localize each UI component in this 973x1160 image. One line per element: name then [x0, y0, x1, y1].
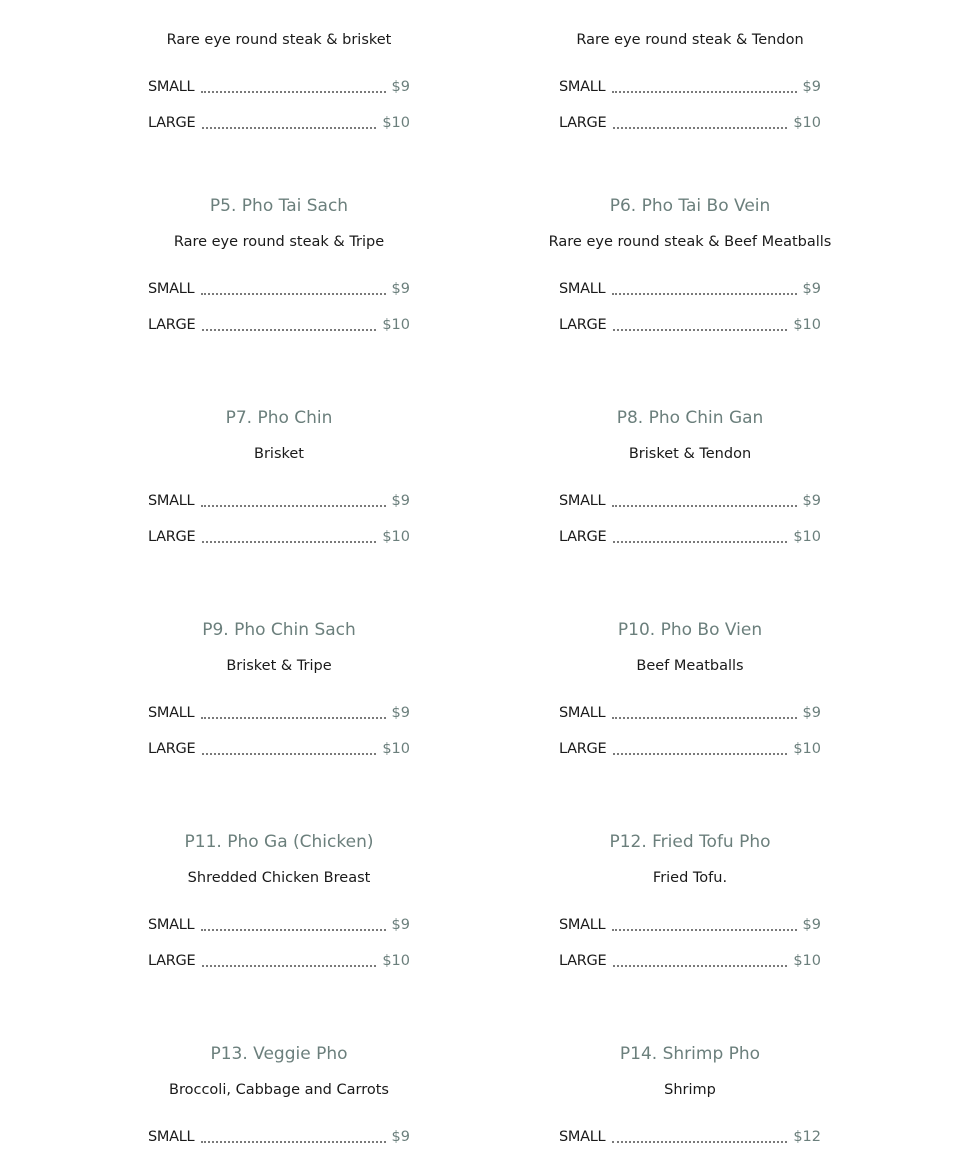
size-label-small: SMALL [559, 493, 606, 509]
item-description: Rare eye round steak & Tripe [173, 234, 385, 250]
size-label-small: SMALL [559, 705, 606, 721]
item-description: Rare eye round steak & Tendon [576, 32, 804, 48]
item-title: P13. Veggie Pho [210, 1044, 348, 1064]
item-title: P9. Pho Chin Sach [202, 620, 356, 640]
dot-leader [201, 91, 385, 93]
price-row-large [148, 739, 410, 759]
size-label-large: LARGE [148, 115, 196, 131]
item-description: Shredded Chicken Breast [187, 870, 371, 886]
price-row-small [148, 77, 410, 97]
dot-leader [613, 753, 787, 755]
price-large: $10 [382, 529, 410, 545]
dot-leader [612, 929, 796, 931]
price-small: $9 [802, 493, 821, 509]
dot-leader [202, 329, 376, 331]
price-row-small [559, 279, 821, 299]
price-small: $12 [793, 1129, 821, 1145]
size-label-large: LARGE [559, 741, 607, 757]
item-description: Broccoli, Cabbage and Carrots [169, 1082, 389, 1098]
price-row-small [148, 703, 410, 723]
price-large: $10 [793, 317, 821, 333]
price-row-large [559, 315, 821, 335]
dot-leader [612, 91, 796, 93]
dot-leader [613, 127, 787, 129]
size-label-large: LARGE [559, 953, 607, 969]
size-label-small: SMALL [559, 1129, 606, 1145]
dot-leader [612, 1141, 787, 1143]
item-title: P10. Pho Bo Vien [617, 620, 763, 640]
dot-leader [612, 505, 796, 507]
item-title: P8. Pho Chin Gan [616, 408, 764, 428]
dot-leader [202, 965, 376, 967]
dot-leader [201, 293, 385, 295]
price-small: $9 [391, 705, 410, 721]
item-description: Shrimp [664, 1082, 716, 1098]
price-large: $10 [793, 115, 821, 131]
price-row-large [148, 527, 410, 547]
price-row-small [559, 77, 821, 97]
price-row-large [148, 113, 410, 133]
item-title: P5. Pho Tai Sach [209, 196, 349, 216]
size-label-small: SMALL [148, 1129, 195, 1145]
price-row-small [148, 915, 410, 935]
item-description: Beef Meatballs [636, 658, 744, 674]
item-title: P11. Pho Ga (Chicken) [184, 832, 374, 852]
size-label-large: LARGE [559, 115, 607, 131]
dot-leader [613, 329, 787, 331]
price-small: $9 [391, 1129, 410, 1145]
size-label-small: SMALL [148, 79, 195, 95]
item-description: Rare eye round steak & brisket [166, 32, 392, 48]
price-small: $9 [391, 79, 410, 95]
item-description: Brisket & Tendon [628, 446, 752, 462]
price-small: $9 [391, 281, 410, 297]
size-label-large: LARGE [148, 953, 196, 969]
item-description: Rare eye round steak & Beef Meatballs [548, 234, 832, 250]
size-label-large: LARGE [559, 317, 607, 333]
size-label-small: SMALL [148, 705, 195, 721]
price-large: $10 [793, 741, 821, 757]
price-row-small [148, 491, 410, 511]
size-label-large: LARGE [148, 741, 196, 757]
item-description: Fried Tofu. [652, 870, 728, 886]
price-small: $9 [802, 281, 821, 297]
item-title: P6. Pho Tai Bo Vein [609, 196, 771, 216]
price-row-large [559, 527, 821, 547]
price-small: $9 [391, 493, 410, 509]
dot-leader [612, 293, 796, 295]
price-large: $10 [382, 115, 410, 131]
size-label-large: LARGE [148, 529, 196, 545]
size-label-small: SMALL [559, 917, 606, 933]
price-row-small [559, 1127, 821, 1147]
price-large: $10 [382, 953, 410, 969]
size-label-small: SMALL [559, 281, 606, 297]
size-label-large: LARGE [148, 317, 196, 333]
dot-leader [201, 929, 385, 931]
price-row-small [559, 703, 821, 723]
dot-leader [613, 965, 787, 967]
price-row-small [559, 915, 821, 935]
item-title: P7. Pho Chin [225, 408, 333, 428]
price-small: $9 [802, 79, 821, 95]
price-row-large [148, 951, 410, 971]
price-small: $9 [391, 917, 410, 933]
dot-leader [613, 541, 787, 543]
price-small: $9 [802, 705, 821, 721]
size-label-large: LARGE [559, 529, 607, 545]
item-title: P14. Shrimp Pho [619, 1044, 761, 1064]
price-large: $10 [793, 953, 821, 969]
dot-leader [201, 1141, 385, 1143]
size-label-small: SMALL [148, 281, 195, 297]
price-row-large [148, 315, 410, 335]
price-row-small [559, 491, 821, 511]
dot-leader [201, 717, 385, 719]
dot-leader [612, 717, 796, 719]
price-row-small [148, 279, 410, 299]
price-small: $9 [802, 917, 821, 933]
price-row-large [559, 951, 821, 971]
item-description: Brisket & Tripe [226, 658, 332, 674]
price-large: $10 [793, 529, 821, 545]
size-label-small: SMALL [559, 79, 606, 95]
price-large: $10 [382, 317, 410, 333]
size-label-small: SMALL [148, 917, 195, 933]
size-label-small: SMALL [148, 493, 195, 509]
price-row-small [148, 1127, 410, 1147]
dot-leader [201, 505, 385, 507]
dot-leader [202, 127, 376, 129]
dot-leader [202, 753, 376, 755]
dot-leader [202, 541, 376, 543]
price-row-large [559, 113, 821, 133]
item-description: Brisket [254, 446, 304, 462]
price-row-large [559, 739, 821, 759]
item-title: P12. Fried Tofu Pho [609, 832, 771, 852]
price-large: $10 [382, 741, 410, 757]
